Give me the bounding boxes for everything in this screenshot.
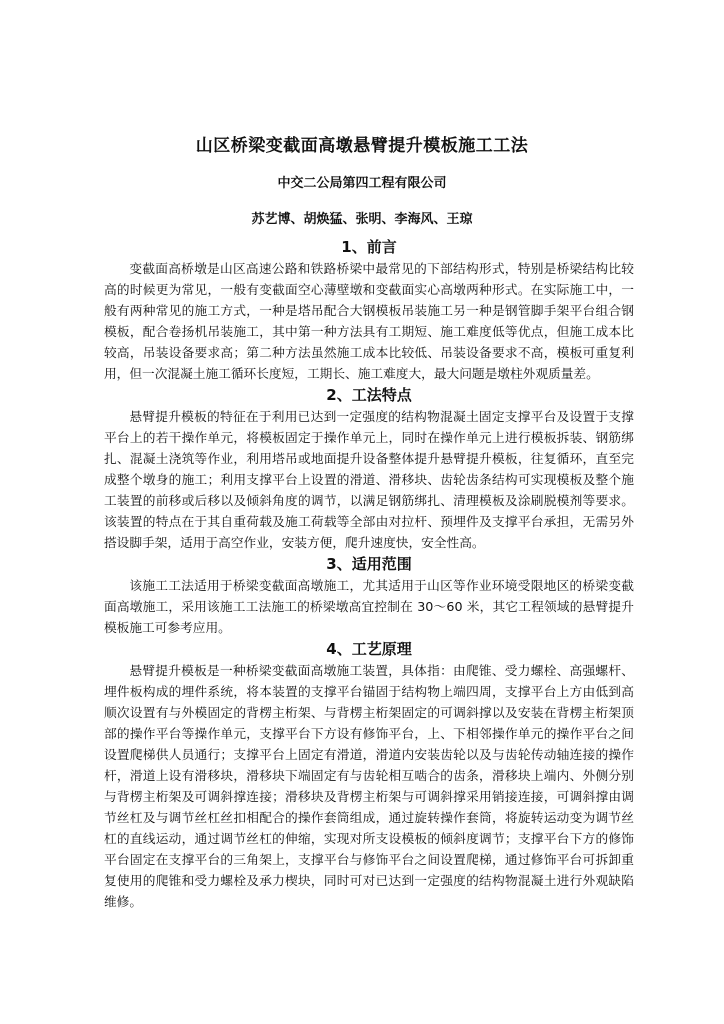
- section-paragraph: 该施工工法适用于桥梁变截面高墩施工，尤其适用于山区等作业环境受限地区的桥梁变截面高墩施工，采用该施工工法施工的桥梁墩高宜控制在 30～60 米，其它工程领域的悬臂提升模板施工可参考应用。: [104, 578, 634, 635]
- section-paragraph: 悬臂提升模板是一种桥梁变截面高墩施工装置，具体指：由爬锥、受力螺栓、高强螺杆、埋件板构成的埋件系统，将本装置的支撑平台锚固于结构物上端四周，支撑平台上方由低到高顺次设置有与外模固定的背楞主桁架、与背楞主桁架固定的可调斜撑以及安装在背楞主桁架顶部的操作平台等操作单元，支撑平台下方设有修饰平台，上、下相邻操作单元的操作平台之间设置爬梯供人员通行；支撑平台上固定有滑道，滑道内安装齿轮以及与齿轮传动轴连接的操作杆，滑道上设有滑移块，滑移块下端固定有与齿轮相互啮合的齿条，滑移块上端内、外侧分别与背楞主桁架及可调斜撑连接；滑移块及背楞主桁架与可调斜撑采用销接连接，可调斜撑由调节丝杠及与调节丝杠丝扣相配合的操作套筒组成，通过旋转操作套筒，将旋转运动变为调节丝杠的直线运动，通过调节丝杠的伸缩，实现对所支设模板的倾斜度调节；支撑平台下方的修饰平台固定在支撑平台的三角架上，支撑平台与修饰平台之间设置爬梯，通过修饰平台可拆卸重复使用的爬锥和受力螺栓及承力楔块，同时可对已达到一定强度的结构物混凝土进行外观缺陷维修。: [104, 663, 634, 909]
- section-heading: 2、工法特点: [326, 386, 412, 404]
- section-features: [104, 384, 634, 553]
- section-paragraph: 变截面高桥墩是山区高速公路和铁路桥梁中最常见的下部结构形式，特别是桥梁结构比较高的时候更为常见，一般有变截面空心薄壁墩和变截面实心高墩两种形式。在实际施工中，一般有两种常见的施工方式，一种是塔吊配合大钢模板吊装施工另一种是钢管脚手架平台组合钢模板，配合卷扬机吊装施工，其中第一种方法具有工期短、施工难度低等优点，但施工成本比较高，吊装设备要求高；第二种方法虽然施工成本比较低、吊装设备要求不高，模板可重复利用，但一次混凝土施工循环长度短，工期长、施工难度大，最大问题是墩柱外观质量差。: [104, 261, 634, 381]
- section-scope: [104, 553, 634, 638]
- paper-title: 山区桥梁变截面高墩悬臂提升模板施工工法: [195, 136, 529, 156]
- organization: 中交二公局第四工程有限公司: [277, 176, 447, 191]
- section-principle: [104, 638, 634, 912]
- section-paragraph: 悬臂提升模板的特征在于利用已达到一定强度的结构物混凝土固定支撑平台及设置于支撑平台上的若干操作单元，将模板固定于操作单元上，同时在操作单元上进行模板拆装、钢筋绑扎、混凝土浇筑等作业，利用塔吊或地面提升设备整体提升悬臂提升模板，往复循环，直至完成整个墩身的施工；利用支撑平台上设置的滑道、滑移块、齿轮齿条结构可实现模板及整个施工装置的前移或后移以及倾斜角度的调节，以满足钢筋绑扎、清理模板及涂刷脱模剂等要求。该装置的特点在于其自重荷载及施工荷载等全部由对拉杆、预埋件及支撑平台承担，无需另外搭设脚手架，适用于高空作业，安装方便，爬升速度快，安全性高。: [104, 409, 634, 550]
- section-introduction: [104, 236, 634, 384]
- section-heading: 1、前言: [341, 238, 397, 256]
- paper-body: [104, 236, 634, 912]
- author-list: 苏艺博、胡焕猛、张明、李海风、王琼: [251, 212, 473, 227]
- section-heading: 4、工艺原理: [326, 640, 412, 658]
- section-heading: 3、适用范围: [326, 555, 412, 573]
